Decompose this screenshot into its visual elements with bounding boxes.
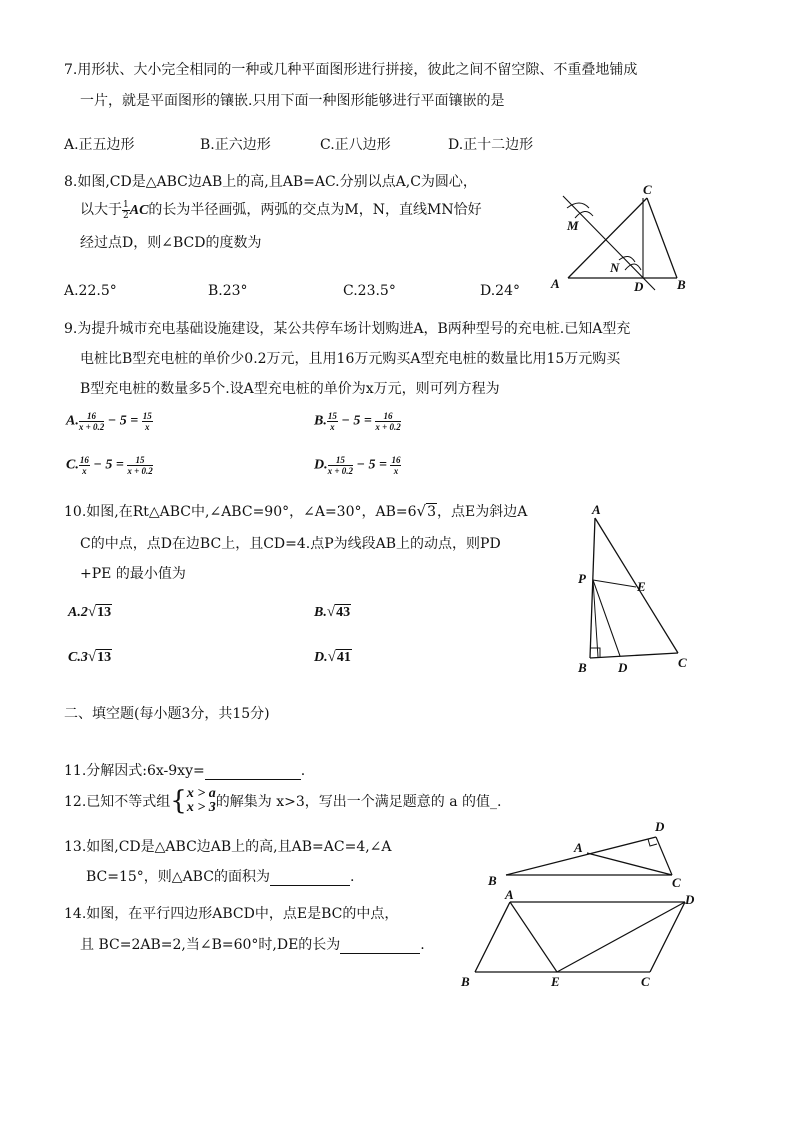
- q14-label-e: E: [551, 974, 560, 989]
- q8-label-m: M: [567, 218, 579, 233]
- q14-end: .: [420, 937, 425, 953]
- q12-post: 的解集为 x>3，写出一个满足题意的 a 的值_.: [215, 794, 502, 810]
- q10-b-letter: B.: [314, 605, 327, 620]
- q9-c-den1: x: [82, 466, 87, 476]
- q7-option-d: D.正十二边形: [448, 137, 534, 153]
- q12-stem: [64, 786, 501, 816]
- q13-label-a: A: [574, 840, 583, 855]
- q9-a-num2: 15: [142, 411, 152, 421]
- q10-a-coef: 2: [80, 605, 88, 620]
- q10-option-a: A.2√13: [68, 604, 112, 620]
- q9-option-b: [314, 411, 401, 432]
- q9-d-num1: 15: [328, 455, 353, 466]
- q7-option-c: C.正八边形: [320, 137, 391, 153]
- q8-half-fraction: [122, 200, 130, 221]
- q8-label-n: N: [610, 260, 620, 275]
- q9-b-den1: x: [330, 422, 335, 432]
- section2-title: 二、填空题(每小题3分，共15分): [64, 706, 270, 722]
- q8-frac-den: 2: [123, 210, 129, 221]
- q12-system: [187, 787, 216, 815]
- q12-brace: {: [170, 786, 187, 816]
- q10-c-letter: C.: [68, 650, 81, 665]
- q10-label-p: P: [578, 571, 586, 586]
- q10-d-radicand: 41: [336, 650, 351, 665]
- q8-stem-line1: 8.如图,CD是△ABC边AB上的高,且AB=AC.分别以点A,C为圆心，: [64, 174, 477, 190]
- q12-pre: 12.已知不等式组: [64, 794, 171, 810]
- q11-text: 11.分解因式:6x-9xy=: [64, 763, 205, 779]
- q9-stem-line1: 9.为提升城市充电基础设施建设，某公共停车场计划购进A，B两种型号的充电桩.已知A型充: [64, 321, 631, 337]
- q9-a-den2: x: [144, 422, 150, 432]
- q8-label-c: C: [643, 182, 652, 197]
- q11-answer-blank[interactable]: [205, 763, 301, 780]
- q10-c-coef: 3: [80, 650, 88, 665]
- q14-label-c: C: [641, 974, 650, 989]
- q8-option-c: C.23.5°: [343, 283, 396, 299]
- q8-option-a: A.22.5°: [64, 283, 117, 299]
- q10-label-d: D: [618, 660, 628, 675]
- q9-c-num2: 15: [127, 455, 152, 466]
- q14-answer-blank[interactable]: [340, 937, 420, 954]
- q10-stem-line2: C的中点，点D在边BC上，且CD=4.点P为线段AB上的动点，则PD: [80, 536, 501, 552]
- q12-ineq2: x > 3: [186, 800, 216, 815]
- q9-b-mid: − 5 =: [341, 413, 372, 429]
- q13-label-c: C: [672, 875, 681, 890]
- q13-stem-line2: [86, 866, 354, 886]
- q9-c-letter: C.: [66, 457, 79, 473]
- q10-label-a: A: [592, 502, 601, 517]
- q9-d-num2: 16: [391, 455, 401, 465]
- q9-c-mid: − 5 =: [93, 457, 124, 473]
- q13-label-d: D: [655, 819, 665, 834]
- q10-line1-pre: 10.如图,在Rt△ABC中,∠ABC=90°，∠A=30°，AB=6: [64, 504, 417, 520]
- q14-label-a: A: [505, 888, 514, 902]
- q10-option-d: D.√41: [314, 649, 351, 665]
- q8-label-a: A: [551, 276, 560, 291]
- q9-b-letter: B.: [314, 413, 327, 429]
- q11-stem: [64, 760, 305, 780]
- q8-option-d: D.24°: [480, 283, 520, 299]
- q9-option-d: [314, 455, 401, 476]
- q9-b-num1: 15: [327, 411, 337, 421]
- q8-line2-pre: 以大于: [80, 202, 122, 218]
- q8-label-d: D: [634, 279, 644, 294]
- q10-stem-line1: 10.如图,在Rt△ABC中,∠ABC=90°，∠A=30°，AB=6√3，点E为斜边A: [64, 502, 528, 520]
- q13-answer-blank[interactable]: [270, 869, 350, 886]
- q9-option-c: [66, 455, 153, 476]
- q13-line2-text: BC=15°，则△ABC的面积为: [86, 869, 270, 885]
- q8-stem-line2: [80, 199, 482, 221]
- q8-stem-line3: 经过点D，则∠BCD的度数为: [80, 235, 262, 251]
- q8-option-b: B.23°: [208, 283, 248, 299]
- q13-end: .: [349, 869, 355, 885]
- q8-ac: AC: [129, 203, 149, 218]
- q9-a-den1: x + 0.2: [78, 422, 105, 432]
- q7-stem-line2: 一片，就是平面图形的镶嵌.只用下面一种图形能够进行平面镶嵌的是: [80, 93, 505, 109]
- q8-line2-post: 的长为半径画弧，两弧的交点为M，N，直线MN恰好: [148, 202, 482, 218]
- q10-a-letter: A.: [68, 605, 81, 620]
- q10-line1-post: ，点E为斜边A: [437, 504, 528, 520]
- q9-a-letter: A.: [66, 413, 79, 429]
- q9-c-den2: x + 0.2: [127, 466, 153, 476]
- q9-a-num1: 16: [79, 411, 104, 422]
- q14-label-b: B: [461, 974, 470, 989]
- q13-label-b: B: [488, 873, 497, 888]
- q9-a-mid: − 5 =: [107, 413, 139, 429]
- q9-c-num1: 16: [79, 455, 89, 465]
- q9-stem-line3: B型充电桩的数量多5个.设A型充电桩的单价为x万元，则可列方程为: [80, 381, 500, 397]
- q7-option-a: A.正五边形: [64, 137, 135, 153]
- q10-b-radicand: 43: [336, 605, 351, 620]
- q12-ineq1: x > a: [186, 786, 216, 801]
- q8-frac-num: 1: [123, 199, 129, 210]
- q9-stem-line2: 电桩比B型充电桩的单价少0.2万元，且用16万元购买A型充电桩的数量比用15万元购买: [80, 351, 621, 367]
- q14-stem-line1: 14.如图，在平行四边形ABCD中，点E是BC的中点，: [64, 906, 399, 922]
- q10-label-b: B: [578, 660, 587, 675]
- q8-triangle-figure: [545, 178, 695, 296]
- q9-b-num2: 16: [375, 411, 400, 422]
- q10-d-letter: D.: [314, 650, 328, 665]
- q9-b-den2: x + 0.2: [375, 422, 401, 432]
- q10-a-radicand: 13: [97, 605, 112, 620]
- q9-d-mid: − 5 =: [356, 457, 387, 473]
- q7-stem-line1: 7.用形状、大小完全相同的一种或几种平面图形进行拼接，彼此之间不留空隙、不重叠地铺成: [64, 62, 638, 78]
- q13-stem-line1: 13.如图,CD是△ABC边AB上的高,且AB=AC=4,∠A: [64, 839, 392, 855]
- q11-end: .: [300, 763, 306, 779]
- q14-label-d: D: [685, 892, 695, 907]
- q9-option-a: [66, 411, 153, 432]
- q10-c-radicand: 13: [97, 650, 112, 665]
- q10-right-triangle-figure: [570, 498, 700, 678]
- q7-option-b: B.正六边形: [200, 137, 271, 153]
- q10-label-e: E: [637, 579, 646, 594]
- q10-line1-radicand: 3: [427, 504, 437, 520]
- q10-option-b: B.√43: [314, 604, 351, 620]
- q14-stem-line2: [80, 934, 425, 954]
- q14-parallelogram-figure: [455, 888, 705, 994]
- q10-label-c: C: [678, 655, 687, 670]
- q10-option-c: C.3√13: [68, 649, 112, 665]
- q10-stem-line3: +PE 的最小值为: [80, 566, 186, 582]
- q9-d-den1: x + 0.2: [327, 466, 354, 476]
- q8-label-b: B: [677, 277, 686, 292]
- q9-d-letter: D.: [314, 457, 328, 473]
- q13-triangle-figure: [482, 818, 682, 893]
- q14-line2-text: 且 BC=2AB=2,当∠B=60°时,DE的长为: [80, 937, 341, 953]
- q9-d-den2: x: [393, 466, 399, 476]
